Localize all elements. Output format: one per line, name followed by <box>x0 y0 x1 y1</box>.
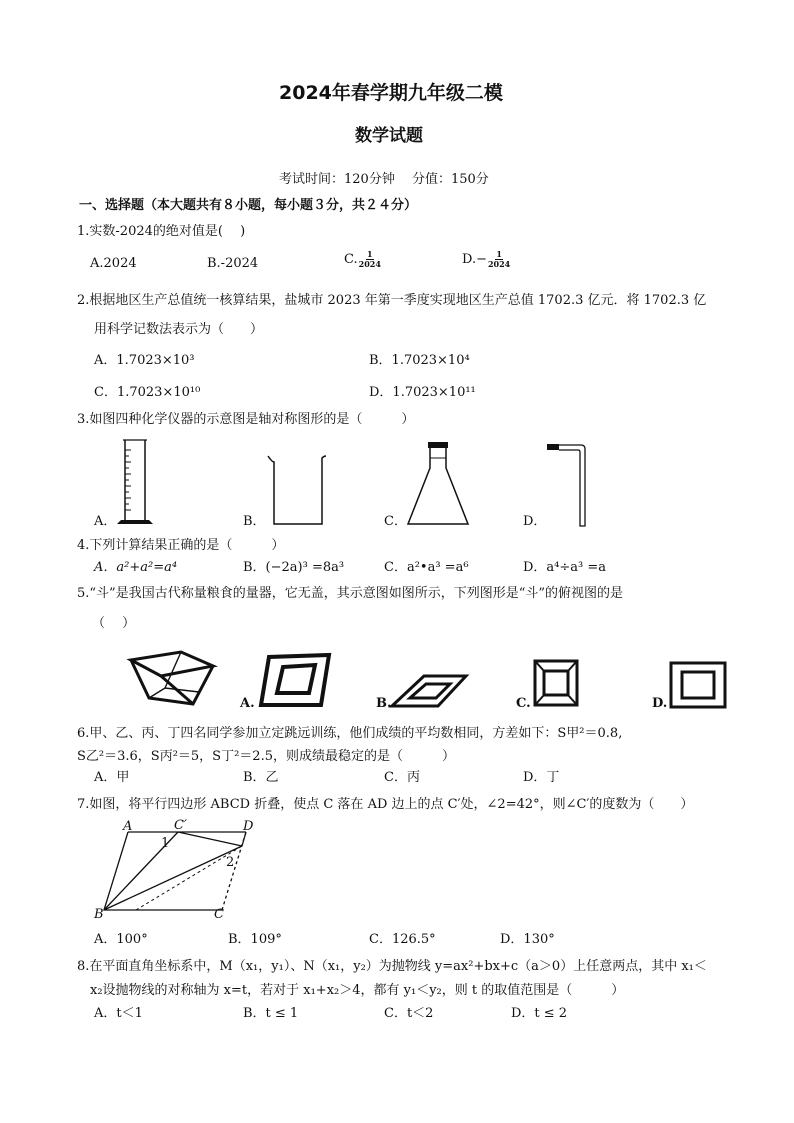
q1-c-denominator: 2024 <box>358 259 381 269</box>
q1-d-numerator: 1 <box>496 249 502 259</box>
q1-option-c <box>344 250 381 269</box>
page-title: 2024年春学期九年级二模 <box>279 82 503 104</box>
question-8-stem-line2: x₂设抛物线的对称轴为 x=t，若对于 x₁+x₂＞4，都有 y₁＜y₂，则 t 的取值范围是（ ） <box>90 983 625 998</box>
question-4-stem: 4.下列计算结果正确的是（ ） <box>77 538 285 553</box>
question-2-stem-line1: 2.根据地区生产总值统一核算结果，盐城市 2023 年第一季度实现地区生产总值 1702.3 亿元．将 1702.3 亿 <box>77 293 707 308</box>
q4-option-a: A．a²+a²=a⁴ <box>94 560 178 575</box>
q6-option-c: C．丙 <box>384 770 420 785</box>
q1-option-a: A.2024 <box>90 256 137 271</box>
q7-option-b: B．109° <box>228 932 282 947</box>
q3-option-d: D． <box>523 514 547 529</box>
q2-option-a: A．1.7023×10³ <box>94 353 195 368</box>
q6-option-d: D．丁 <box>523 770 560 785</box>
q5-option-b: B. <box>376 696 392 711</box>
conical-flask-figure <box>404 440 472 530</box>
q3-option-b: B． <box>243 514 266 529</box>
q5-option-a: A. <box>240 696 255 711</box>
q7-option-d: D．130° <box>500 932 555 947</box>
q7-label-b: B <box>94 907 104 922</box>
question-7-stem: 7.如图，将平行四边形 ABCD 折叠，使点 C 落在 AD 边上的点 C′处，∠2=42°，则∠C′的度数为（ ） <box>77 797 694 812</box>
q7-label-a: A <box>123 819 133 834</box>
q4-option-b: B．(−2a)³ =8a³ <box>243 560 345 575</box>
q4-option-c: C．a²•a³ =a⁶ <box>384 560 469 575</box>
exam-info: 考试时间：120分钟 分值：150分 <box>279 172 489 187</box>
question-8-stem-line1: 8.在平面直角坐标系中，M（x₁，y₁）、N（x₁，y₂）为抛物线 y=ax²+bx+c（a＞0）上任意两点，其中 x₁＜ <box>77 959 707 974</box>
q6-option-a: A．甲 <box>94 770 130 785</box>
question-6-stem-line2: S乙²＝3.6，S丙²＝5，S丁²＝2.5，则成绩最稳定的是（ ） <box>77 749 455 764</box>
q1-option-b: B.-2024 <box>207 256 259 271</box>
question-1-stem: 1.实数-2024的绝对值是( ) <box>77 224 246 239</box>
q2-option-d: D．1.7023×10¹¹ <box>369 385 476 400</box>
q5-option-c: C. <box>516 696 531 711</box>
q7-label-c-prime: C′ <box>174 818 187 833</box>
q2-option-b: B．1.7023×10⁴ <box>369 353 470 368</box>
bent-tube-figure <box>543 440 593 530</box>
question-3-stem: 3.如图四种化学仪器的示意图是轴对称图形的是（ ） <box>77 412 415 427</box>
q1-d-prefix: D.− <box>462 251 487 267</box>
subject-title: 数学试题 <box>355 126 423 146</box>
question-5-blank: （ ） <box>92 616 136 631</box>
q7-label-c: C <box>214 907 224 922</box>
graduated-cylinder-figure <box>113 436 163 528</box>
q5-option-d: D. <box>652 696 668 711</box>
q8-option-a: A．t＜1 <box>94 1006 143 1021</box>
question-2-stem-line2: 用科学记数法表示为（ ） <box>94 322 264 337</box>
q3-option-a: A． <box>94 514 117 529</box>
question-5-stem: 5.“斗”是我国古代称量粮食的量器，它无盖，其示意图如图所示，下列图形是“斗”的俯视图的是 <box>77 586 623 601</box>
q4-option-d: D．a⁴÷a³ =a <box>523 560 607 575</box>
option-c-top-view-figure <box>532 658 580 708</box>
question-6-stem-line1: 6.甲、乙、丙、丁四名同学参加立定跳远训练，他们成绩的平均数相同，方差如下：S甲²＝0.8, <box>77 726 623 741</box>
option-d-top-view-figure <box>668 660 728 710</box>
q8-option-c: C．t＜2 <box>384 1006 434 1021</box>
q7-label-d: D <box>243 819 254 834</box>
q6-option-b: B．乙 <box>243 770 279 785</box>
q1-c-prefix: C. <box>344 251 358 267</box>
option-b-top-view-figure <box>390 672 470 708</box>
q7-option-c: C．126.5° <box>369 932 436 947</box>
q3-option-c: C． <box>384 514 407 529</box>
q1-option-d <box>462 250 510 269</box>
option-a-top-view-figure <box>255 653 335 709</box>
q7-label-1: 1 <box>161 836 170 851</box>
beaker-figure <box>264 452 330 528</box>
q2-option-c: C．1.7023×10¹⁰ <box>94 385 201 400</box>
dou-measure-figure <box>121 648 221 710</box>
q7-label-2: 2 <box>226 855 235 870</box>
q1-c-numerator: 1 <box>366 249 373 259</box>
section-heading: 一、选择题（本大题共有８小题，每小题３分，共２４分） <box>79 198 418 213</box>
q8-option-b: B．t ≤ 1 <box>243 1006 299 1021</box>
q1-d-fraction <box>488 250 510 269</box>
q1-c-fraction <box>359 250 381 269</box>
q1-d-denominator: 2024 <box>487 259 511 269</box>
q8-option-d: D．t ≤ 2 <box>511 1006 568 1021</box>
q7-option-a: A．100° <box>94 932 148 947</box>
